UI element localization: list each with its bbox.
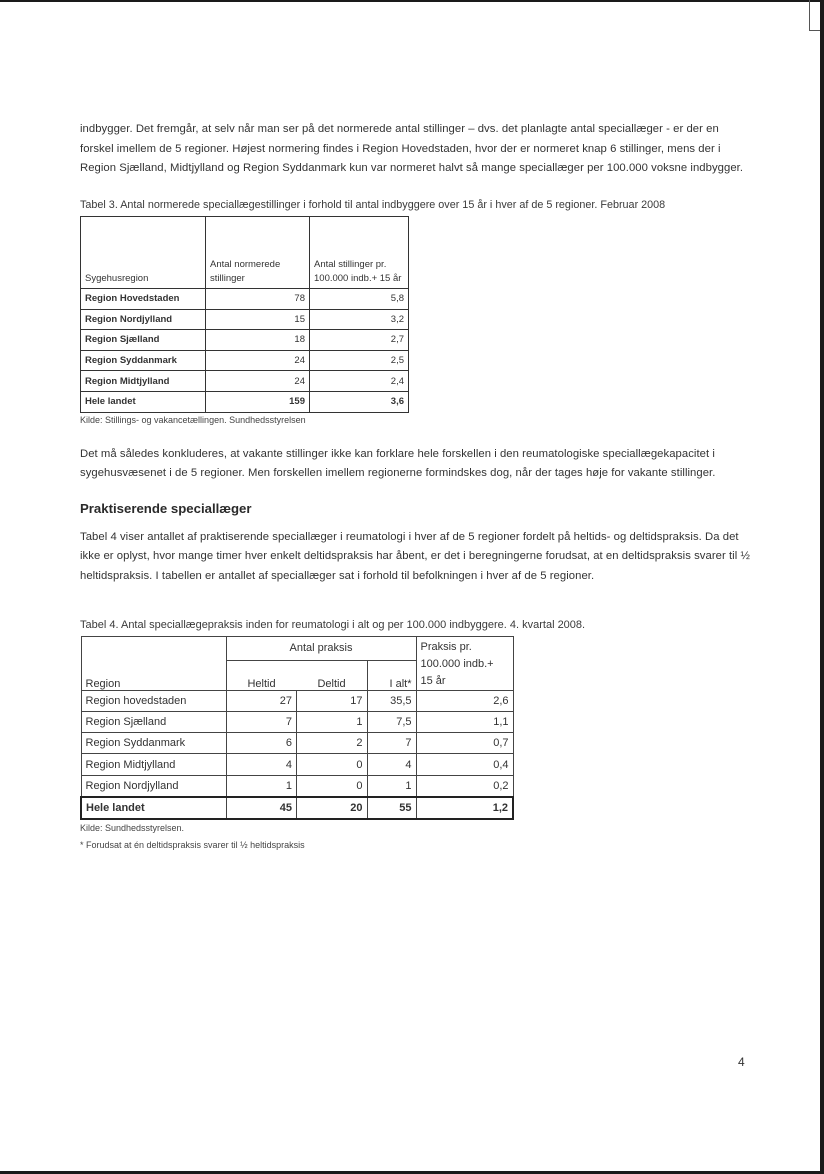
intro-paragraph: indbygger. Det fremgår, at selv når man ser på det normerede antal stillinger – dvs. det planlagte antal speciallæger - er der en forskel imellem de 5 regioner. Højest normering findes i Region Hovedstaden, hvor der er normeret knap 6 stillinger, mens der i Region Sjælland, Midtjylland og Region Syddanmark kun var normeret halvt så mange speciallæger per 100.000 voksne indbygger. [80, 123, 744, 174]
table4-deltid-cell: 0 [297, 754, 368, 775]
table4-region-cell: Region Midtjylland [81, 754, 226, 775]
table4-region-cell: Region hovedstaden [81, 690, 226, 711]
table3-header-stillinger: Antal normerede stillinger [206, 217, 310, 289]
table4-per100k-cell: 1,2 [416, 797, 513, 819]
table3-per100k-cell: 2,4 [310, 371, 409, 392]
scan-edge-top [0, 0, 824, 2]
table4-header-empty [81, 636, 226, 660]
table3-header-row [81, 217, 409, 289]
table4-ialt-cell: 7,5 [367, 711, 416, 732]
table4-header-per100k: Praksis pr. 100.000 indb.+ 15 år [416, 636, 513, 690]
table-row [81, 754, 513, 775]
table3-stillinger-cell: 15 [206, 309, 310, 330]
table3-region-cell: Region Midtjylland [81, 371, 206, 392]
table-row-total [81, 797, 513, 819]
table4-footnote: * Forudsat at én deltidspraksis svarer til ½ heltidspraksis [80, 840, 305, 851]
scan-edge-right [820, 0, 824, 1174]
table4-region-cell: Hele landet [81, 797, 226, 819]
table-row [81, 330, 409, 351]
table-row [81, 309, 409, 330]
table3-region-cell: Region Syddanmark [81, 350, 206, 371]
table3-region-cell: Region Hovedstaden [81, 289, 206, 310]
table3 [80, 216, 409, 413]
table3-stillinger-cell: 78 [206, 289, 310, 310]
table-row [81, 371, 409, 392]
table4-deltid-cell: 1 [297, 711, 368, 732]
table3-per100k-cell: 5,8 [310, 289, 409, 310]
table4-region-cell: Region Sjælland [81, 711, 226, 732]
table4-per100k-cell: 2,6 [416, 690, 513, 711]
scan-corner-mark [809, 0, 820, 31]
table4 [80, 636, 514, 821]
table-row [81, 711, 513, 732]
table4-per100k-cell: 0,4 [416, 754, 513, 775]
conclusion-paragraph: Det må således konkluderes, at vakante stillinger ikke kan forklare hele forskellen i den reumatologiske speciallægekapacitet i sygehusvæsenet i de 5 regioner. Men forskellen imellem regionerne formindskes dog, når der tages høje for vakante stillinger. [80, 447, 716, 480]
table4-ialt-cell: 4 [367, 754, 416, 775]
table4-heltid-cell: 6 [226, 733, 297, 754]
table3-per100k-cell: 3,2 [310, 309, 409, 330]
table4-heltid-cell: 1 [226, 775, 297, 797]
table4-deltid-cell: 20 [297, 797, 368, 819]
page-number: 4 [738, 1055, 745, 1069]
table-row-total [81, 391, 409, 412]
table3-per100k-cell: 3,6 [310, 391, 409, 412]
table-row [81, 775, 513, 797]
table4-caption: Tabel 4. Antal speciallægepraksis inden for reumatologi i alt og per 100.000 indbyggere. 4. kvartal 2008. [80, 619, 586, 632]
table3-stillinger-cell: 24 [206, 371, 310, 392]
table4-header-row-1 [81, 636, 513, 660]
table-row [81, 733, 513, 754]
section-paragraph: Tabel 4 viser antallet af praktiserende speciallæger i reumatologi i hver af de 5 regioner fordelt på heltids- og deltidspraksis. Da det ikke er oplyst, hvor mange timer hver enkelt deltidspraksis har åbent, er det i beregningerne forudsat, at en deltidspraksis svarer til ½ heltidspraksis. I tabellen er antallet af speciallæger sat i forhold til befolkningen i hver af de 5 regioner. [80, 530, 750, 582]
table4-region-cell: Region Nordjylland [81, 775, 226, 797]
table4-ialt-cell: 35,5 [367, 690, 416, 711]
table-row [81, 350, 409, 371]
table4-ialt-cell: 7 [367, 733, 416, 754]
table4-heltid-cell: 45 [226, 797, 297, 819]
table4-region-cell: Region Syddanmark [81, 733, 226, 754]
table4-heltid-cell: 27 [226, 690, 297, 711]
table-row [81, 289, 409, 310]
document-page [80, 120, 750, 850]
table4-source: Kilde: Sundhedsstyrelsen. [80, 823, 185, 834]
table4-heltid-cell: 7 [226, 711, 297, 732]
table4-group-header: Antal praksis [226, 636, 416, 660]
table4-deltid-cell: 17 [297, 690, 368, 711]
table3-stillinger-cell: 18 [206, 330, 310, 351]
table4-header-region: Region [81, 660, 226, 690]
table3-region-cell: Hele landet [81, 391, 206, 412]
table4-per100k-cell: 1,1 [416, 711, 513, 732]
table3-header-per100k: Antal stillinger pr. 100.000 indb.+ 15 år [310, 217, 409, 289]
table4-header-ialt: I alt* [367, 660, 416, 690]
table3-region-cell: Region Nordjylland [81, 309, 206, 330]
table4-heltid-cell: 4 [226, 754, 297, 775]
table4-per100k-cell: 0,7 [416, 733, 513, 754]
table4-header-deltid: Deltid [297, 660, 368, 690]
table3-caption: Tabel 3. Antal normerede speciallægestillinger i forhold til antal indbyggere over 15 år i hver af de 5 regioner. Februar 2008 [80, 198, 666, 211]
table3-header-region: Sygehusregion [81, 217, 206, 289]
table3-source: Kilde: Stillings- og vakancetællingen. Sundhedsstyrelsen [80, 414, 306, 425]
table4-per100k-cell: 0,2 [416, 775, 513, 797]
table4-deltid-cell: 2 [297, 733, 368, 754]
section-heading: Praktiserende speciallæger [80, 500, 252, 516]
table3-stillinger-cell: 24 [206, 350, 310, 371]
table3-region-cell: Region Sjælland [81, 330, 206, 351]
table-row [81, 690, 513, 711]
table3-per100k-cell: 2,7 [310, 330, 409, 351]
table4-header-heltid: Heltid [226, 660, 297, 690]
table3-stillinger-cell: 159 [206, 391, 310, 412]
table4-deltid-cell: 0 [297, 775, 368, 797]
table4-ialt-cell: 1 [367, 775, 416, 797]
table4-ialt-cell: 55 [367, 797, 416, 819]
table3-per100k-cell: 2,5 [310, 350, 409, 371]
